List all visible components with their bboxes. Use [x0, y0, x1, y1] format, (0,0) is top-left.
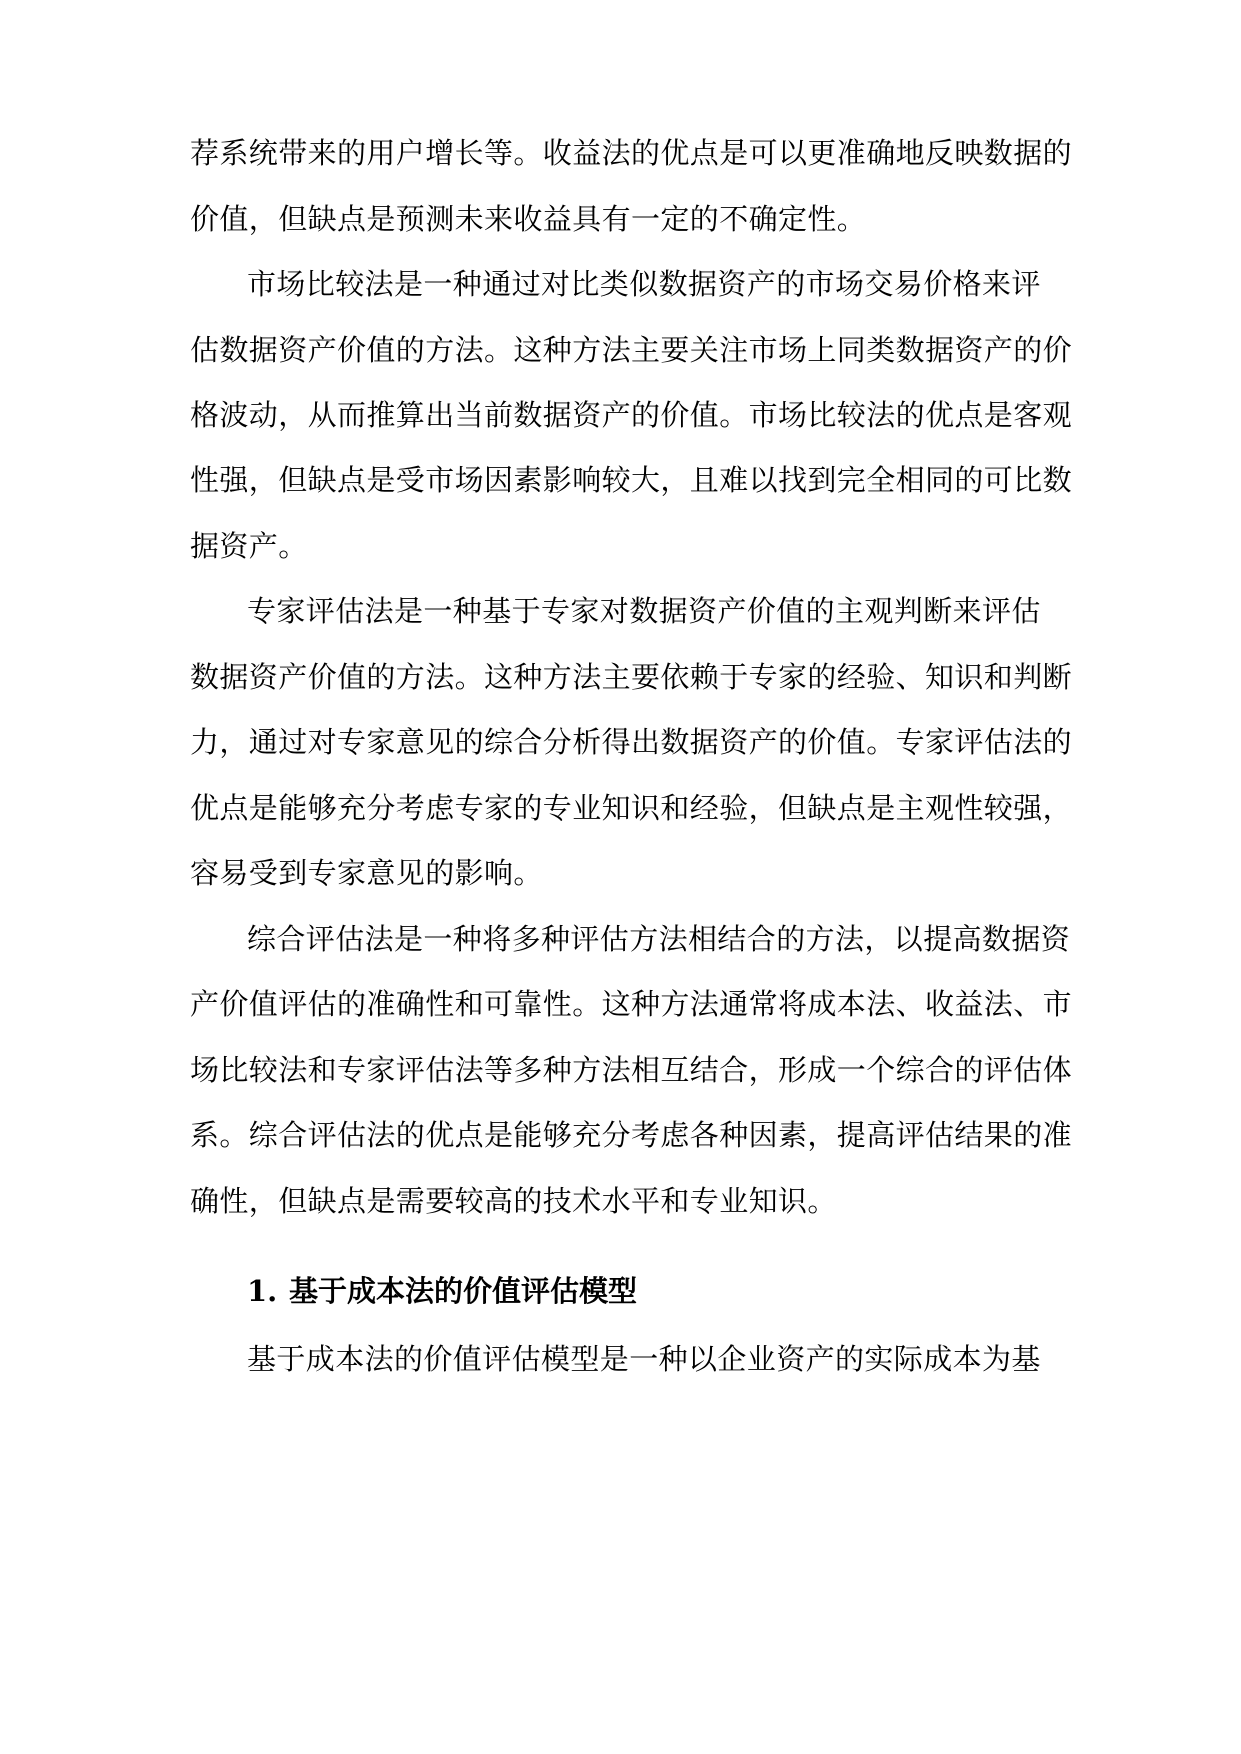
paragraph-line: 优点是能够充分考虑专家的专业知识和经验，但缺点是主观性较强，: [190, 791, 1073, 825]
paragraph-line: 估数据资产价值的方法。这种方法主要关注市场上同类数据资产的价: [190, 333, 1073, 367]
paragraph-line: 基于成本法的价值评估模型是一种以企业资产的实际成本为基: [247, 1342, 1041, 1376]
paragraph-line: 容易受到专家意见的影响。: [190, 856, 543, 890]
paragraph-line: 据资产。: [190, 529, 308, 563]
paragraph-line: 场比较法和专家评估法等多种方法相互结合，形成一个综合的评估体: [190, 1053, 1073, 1087]
paragraph-line: 力，通过对专家意见的综合分析得出数据资产的价值。专家评估法的: [190, 725, 1073, 759]
paragraph-line: 荐系统带来的用户增长等。收益法的优点是可以更准确地反映数据的: [190, 136, 1073, 170]
section-heading: [247, 1271, 637, 1311]
paragraph-line: 格波动，从而推算出当前数据资产的价值。市场比较法的优点是客观: [190, 398, 1073, 432]
paragraph-line: 系。综合评估法的优点是能够充分考虑各种因素，提高评估结果的准: [190, 1118, 1073, 1152]
paragraph-line: 性强，但缺点是受市场因素影响较大，且难以找到完全相同的可比数: [190, 463, 1073, 497]
section-title: 基于成本法的价值评估模型: [289, 1274, 638, 1308]
paragraph-line: 专家评估法是一种基于专家对数据资产价值的主观判断来评估: [247, 594, 1041, 628]
paragraph-line: 产价值评估的准确性和可靠性。这种方法通常将成本法、收益法、市: [190, 987, 1073, 1021]
section-number: 1.: [247, 1274, 278, 1308]
paragraph-line: 确性，但缺点是需要较高的技术水平和专业知识。: [190, 1184, 837, 1218]
paragraph-line: 价值，但缺点是预测未来收益具有一定的不确定性。: [190, 202, 867, 236]
paragraph-line: 市场比较法是一种通过对比类似数据资产的市场交易价格来评: [247, 267, 1041, 301]
paragraph-line: 数据资产价值的方法。这种方法主要依赖于专家的经验、知识和判断: [190, 660, 1073, 694]
paragraph-line: 综合评估法是一种将多种评估方法相结合的方法，以提高数据资: [247, 922, 1071, 956]
